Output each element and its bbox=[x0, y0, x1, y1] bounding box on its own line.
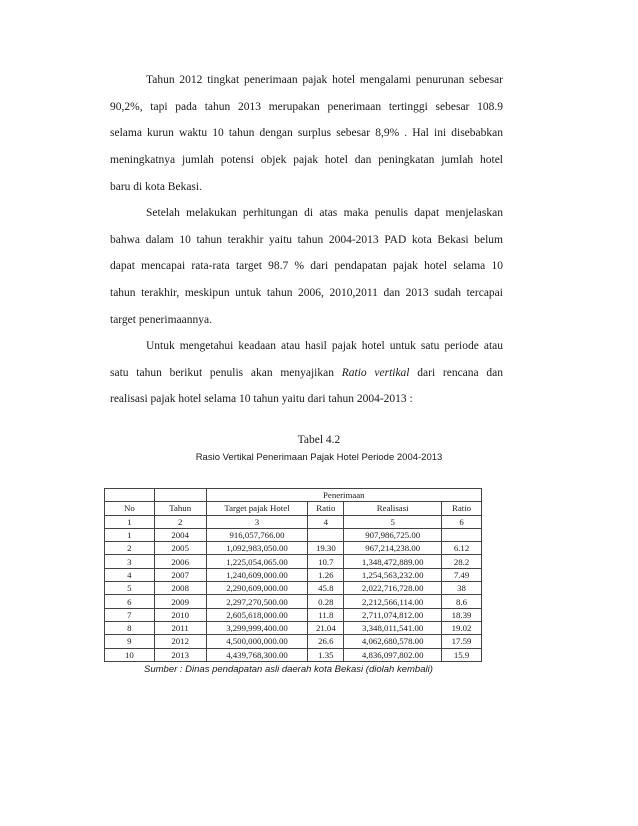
table-row bbox=[105, 635, 482, 648]
cell-target: 2,605,618,000.00 bbox=[206, 608, 308, 621]
cell-ratio-target: 21.04 bbox=[308, 621, 344, 634]
cell-ratio-target: 0.28 bbox=[308, 595, 344, 608]
cell-no: 1 bbox=[105, 528, 155, 541]
cell-no: 3 bbox=[105, 555, 155, 568]
ratio-vertikal-term: Ratio vertikal bbox=[341, 366, 410, 379]
cell-target: 916,057,766.00 bbox=[206, 528, 308, 541]
table-caption-title: Tabel 4.2 bbox=[297, 434, 341, 446]
cell-target: 1,092,983,050.00 bbox=[206, 542, 308, 555]
paragraph-3 bbox=[110, 333, 503, 413]
cell-tahun: 2007 bbox=[154, 568, 206, 581]
cell-target: 2,297,270,500.00 bbox=[206, 595, 308, 608]
cell-realisasi: 3,348,011,541.00 bbox=[344, 621, 442, 634]
cell-ratio-target: 26.6 bbox=[308, 635, 344, 648]
header-no: No bbox=[105, 502, 155, 515]
cell-ratio-realisasi bbox=[442, 528, 482, 541]
table-row bbox=[105, 648, 482, 661]
paragraph-text: satu tahun berikut penulis akan menyajikan bbox=[110, 366, 334, 379]
cell-realisasi: 907,986,725.00 bbox=[344, 528, 442, 541]
cell-realisasi: 2,022,716,728.00 bbox=[344, 582, 442, 595]
table-row bbox=[105, 542, 482, 555]
cell-no: 9 bbox=[105, 635, 155, 648]
table-header-row bbox=[105, 502, 482, 515]
cell-tahun: 2005 bbox=[154, 542, 206, 555]
table-row bbox=[105, 582, 482, 595]
index-cell: 5 bbox=[344, 515, 442, 528]
paragraph-line bbox=[110, 360, 503, 387]
cell-realisasi: 4,836,097,802.00 bbox=[344, 648, 442, 661]
cell-realisasi: 2,212,566,114.00 bbox=[344, 595, 442, 608]
cell-tahun: 2006 bbox=[154, 555, 206, 568]
cell-target: 2,290,609,000.00 bbox=[206, 582, 308, 595]
table-row bbox=[105, 595, 482, 608]
table-row bbox=[105, 555, 482, 568]
paragraph-line: tahun terakhir, meskipun untuk tahun 2006, 2010,2011 dan 2013 sudah tercapai bbox=[110, 287, 503, 300]
cell-realisasi: 1,254,563,232.00 bbox=[344, 568, 442, 581]
cell-realisasi: 4,062,680,578.00 bbox=[344, 635, 442, 648]
cell-no: 5 bbox=[105, 582, 155, 595]
header-ratio-target: Ratio bbox=[308, 502, 344, 515]
paragraph-line: selama kurun waktu 10 tahun dengan surplus sebesar 8,9% . Hal ini disebabkan bbox=[110, 127, 503, 140]
cell-target: 4,439,768,300.00 bbox=[206, 648, 308, 661]
cell-ratio-target: 11.8 bbox=[308, 608, 344, 621]
cell-tahun: 2004 bbox=[154, 528, 206, 541]
cell-ratio-realisasi: 15.9 bbox=[442, 648, 482, 661]
index-cell: 4 bbox=[308, 515, 344, 528]
paragraph-line: Untuk mengetahui keadaan atau hasil pajak hotel untuk satu periode atau bbox=[146, 340, 503, 352]
cell-ratio-target: 45.8 bbox=[308, 582, 344, 595]
paragraph-line: baru di kota Bekasi. bbox=[110, 180, 202, 193]
header-penerimaan: Penerimaan bbox=[206, 489, 481, 502]
paragraph-2 bbox=[110, 200, 503, 333]
header-target: Target pajak Hotel bbox=[206, 502, 308, 515]
cell-no: 4 bbox=[105, 568, 155, 581]
index-cell: 6 bbox=[442, 515, 482, 528]
table-row bbox=[105, 621, 482, 634]
table-row bbox=[105, 608, 482, 621]
cell-ratio-target: 19.30 bbox=[308, 542, 344, 555]
header-cell-empty bbox=[154, 489, 206, 502]
cell-tahun: 2012 bbox=[154, 635, 206, 648]
paragraph-line: dapat mencapai rata-rata target 98.7 % dari pendapatan pajak hotel selama 10 bbox=[110, 260, 503, 273]
cell-no: 10 bbox=[105, 648, 155, 661]
header-tahun: Tahun bbox=[154, 502, 206, 515]
cell-ratio-realisasi: 38 bbox=[442, 582, 482, 595]
index-cell: 2 bbox=[154, 515, 206, 528]
cell-ratio-target: 10.7 bbox=[308, 555, 344, 568]
cell-tahun: 2010 bbox=[154, 608, 206, 621]
cell-tahun: 2009 bbox=[154, 595, 206, 608]
cell-ratio-target: 1.26 bbox=[308, 568, 344, 581]
paragraph-line: Setelah melakukan perhitungan di atas maka penulis dapat menjelaskan bbox=[146, 207, 503, 219]
paragraph-line: target penerimaannya. bbox=[110, 313, 212, 326]
source-note: Sumber : Dinas pendapatan asli daerah kota Bekasi (diolah kembali) bbox=[144, 664, 433, 675]
cell-ratio-realisasi: 28.2 bbox=[442, 555, 482, 568]
paragraph-line: realisasi pajak hotel selama 10 tahun yaitu dari tahun 2004-2013 : bbox=[110, 393, 413, 406]
cell-realisasi: 967,214,238.00 bbox=[344, 542, 442, 555]
cell-realisasi: 1,348,472,889.00 bbox=[344, 555, 442, 568]
cell-target: 1,225,054,065.00 bbox=[206, 555, 308, 568]
cell-realisasi: 2,711,074,812.00 bbox=[344, 608, 442, 621]
cell-ratio-target bbox=[308, 528, 344, 541]
cell-no: 7 bbox=[105, 608, 155, 621]
table-row bbox=[105, 528, 482, 541]
cell-tahun: 2013 bbox=[154, 648, 206, 661]
paragraph-line: Tahun 2012 tingkat penerimaan pajak hotel mengalami penurunan sebesar bbox=[146, 74, 503, 86]
header-ratio-realisasi: Ratio bbox=[442, 502, 482, 515]
table-body bbox=[105, 528, 482, 661]
paragraph-1 bbox=[110, 67, 503, 200]
paragraph-line: 90,2%, tapi pada tahun 2013 merupakan penerimaan tertinggi sebesar 108.9 bbox=[110, 100, 503, 113]
cell-target: 1,240,609,000.00 bbox=[206, 568, 308, 581]
cell-tahun: 2011 bbox=[154, 621, 206, 634]
header-realisasi: Realisasi bbox=[344, 502, 442, 515]
paragraph-line: meningkatnya jumlah potensi objek pajak hotel dan peningkatan jumlah hotel bbox=[110, 154, 503, 167]
cell-ratio-target: 1.35 bbox=[308, 648, 344, 661]
cell-ratio-realisasi: 8.6 bbox=[442, 595, 482, 608]
paragraph-line: bahwa dalam 10 tahun terakhir yaitu tahun 2004-2013 PAD kota Bekasi belum bbox=[110, 233, 503, 246]
table-caption-subtitle: Rasio Vertikal Penerimaan Pajak Hotel Periode 2004-2013 bbox=[195, 452, 443, 463]
cell-ratio-realisasi: 19.02 bbox=[442, 621, 482, 634]
cell-ratio-realisasi: 17.59 bbox=[442, 635, 482, 648]
table-row bbox=[105, 568, 482, 581]
cell-target: 3,299,999,400.00 bbox=[206, 621, 308, 634]
paragraph-text: dari rencana dan bbox=[417, 366, 503, 379]
index-cell: 3 bbox=[206, 515, 308, 528]
ratio-table bbox=[104, 488, 482, 662]
cell-ratio-realisasi: 7.49 bbox=[442, 568, 482, 581]
table-index-row bbox=[105, 515, 482, 528]
cell-no: 6 bbox=[105, 595, 155, 608]
cell-no: 8 bbox=[105, 621, 155, 634]
header-cell-empty bbox=[105, 489, 155, 502]
cell-target: 4,500,000,000.00 bbox=[206, 635, 308, 648]
cell-tahun: 2008 bbox=[154, 582, 206, 595]
index-cell: 1 bbox=[105, 515, 155, 528]
cell-no: 2 bbox=[105, 542, 155, 555]
cell-ratio-realisasi: 18.39 bbox=[442, 608, 482, 621]
table-header-row bbox=[105, 489, 482, 502]
cell-ratio-realisasi: 6.12 bbox=[442, 542, 482, 555]
